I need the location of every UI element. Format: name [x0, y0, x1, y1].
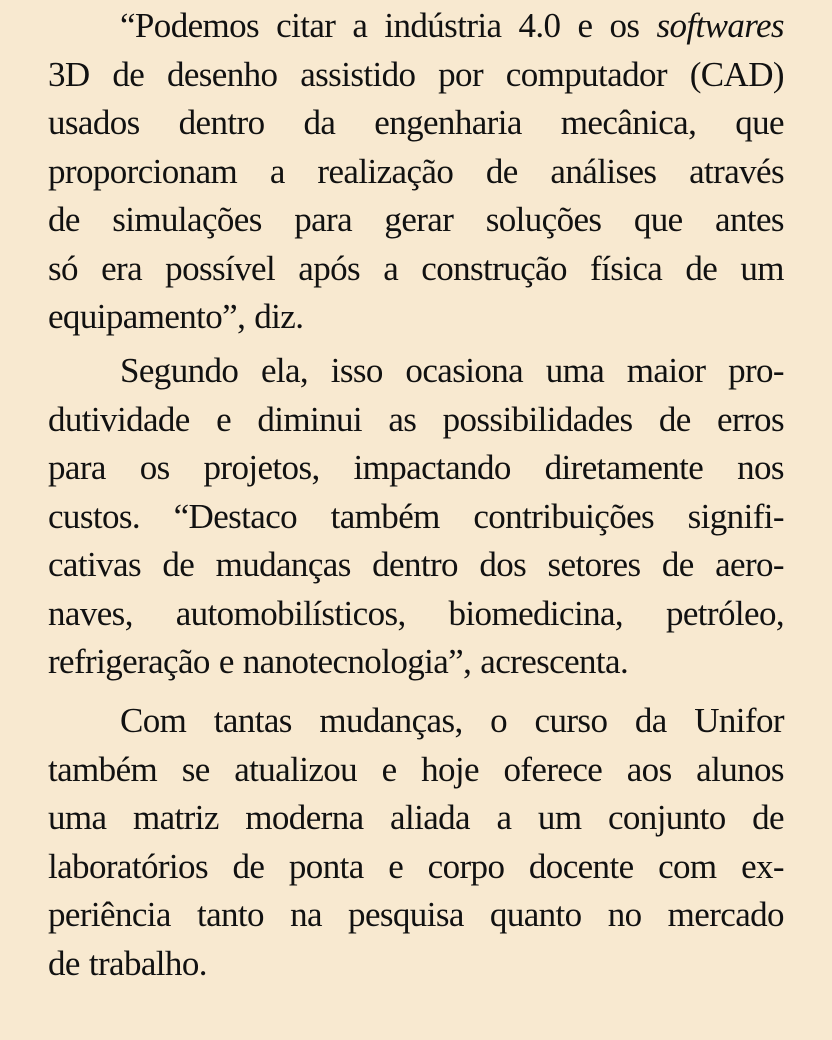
word: era — [101, 248, 143, 288]
word: aero- — [715, 545, 784, 584]
word: contribuições — [473, 496, 655, 536]
word: “Podemos — [120, 6, 260, 45]
word: através — [689, 151, 784, 191]
word: ex- — [741, 846, 784, 886]
word: maior — [626, 351, 706, 390]
text-line — [48, 196, 784, 245]
word: de — [485, 151, 518, 191]
word: só — [48, 248, 78, 288]
word: ponta — [288, 846, 364, 886]
word: petróleo, — [665, 593, 784, 633]
word: o — [490, 701, 508, 740]
word: e — [577, 6, 593, 45]
word: acrescenta. — [480, 642, 629, 681]
text-line — [48, 148, 784, 197]
text-line — [48, 493, 784, 542]
word: Com — [120, 701, 187, 740]
word: possível — [165, 248, 276, 288]
word: 4.0 — [518, 6, 561, 45]
word: aos — [626, 749, 672, 789]
text-line — [48, 746, 784, 795]
word: antes — [715, 200, 784, 239]
word: dos — [479, 545, 527, 584]
word: mudanças — [215, 545, 351, 584]
word: Segundo — [120, 351, 239, 390]
word: computador — [505, 54, 667, 94]
word: equipamento”, — [48, 297, 246, 336]
word: também — [330, 496, 440, 536]
word: oferece — [503, 749, 603, 789]
word: uma — [48, 798, 107, 837]
word: desenho — [166, 54, 278, 94]
word: 3D — [48, 54, 90, 94]
word: dentro — [178, 103, 265, 142]
word: erros — [717, 399, 784, 439]
word: indústria — [384, 6, 502, 45]
word: pro- — [728, 351, 784, 390]
word: de — [661, 545, 694, 584]
word: de — [232, 846, 265, 886]
word: de — [162, 545, 195, 584]
word: para — [48, 448, 106, 487]
word: assistido — [300, 54, 416, 94]
word: aliada — [390, 798, 470, 837]
word: os — [139, 448, 170, 487]
word: dutividade — [48, 399, 190, 439]
word: se — [181, 749, 210, 789]
word: que — [735, 103, 784, 142]
word: docente — [528, 846, 634, 886]
word: refrigeração — [48, 642, 210, 681]
word: construção — [421, 248, 567, 288]
word: tanto — [196, 895, 264, 934]
word: a — [383, 248, 399, 288]
word: da — [303, 103, 336, 142]
word: (CAD) — [689, 54, 784, 94]
word: a — [352, 6, 368, 45]
word: na — [290, 895, 322, 934]
word: engenharia — [374, 103, 522, 142]
text-line — [48, 347, 784, 396]
text-line — [48, 541, 784, 590]
word: cativas — [48, 545, 141, 584]
text-line — [48, 444, 784, 493]
word: após — [298, 248, 361, 288]
word: de — [752, 798, 784, 837]
word: gerar — [384, 200, 454, 239]
word: nanotecnologia”, — [242, 642, 472, 681]
word: de — [658, 399, 691, 439]
word: isso — [330, 351, 383, 390]
text-line — [48, 638, 784, 687]
word: signifi- — [687, 496, 784, 536]
word: hoje — [421, 749, 479, 789]
text-line — [48, 940, 784, 989]
word: diretamente — [544, 448, 704, 487]
word: que — [633, 200, 683, 239]
word: diz. — [254, 297, 304, 336]
word: dentro — [372, 545, 458, 584]
word: custos. — [48, 496, 141, 536]
word: Unifor — [694, 701, 784, 740]
word: análises — [550, 151, 657, 191]
word: setores — [547, 545, 641, 584]
text-line — [48, 245, 784, 294]
word: e — [218, 642, 234, 681]
word: mudanças, — [319, 701, 463, 740]
text-line — [48, 2, 784, 51]
text-line — [48, 396, 784, 445]
paragraph-3 — [48, 697, 784, 988]
word: realização — [317, 151, 454, 191]
word: a — [496, 798, 512, 837]
word: os — [609, 6, 640, 45]
word: impactando — [353, 448, 511, 487]
word: da — [634, 701, 667, 740]
word: tantas — [213, 701, 292, 740]
word: um — [740, 248, 784, 288]
word: alunos — [696, 749, 784, 789]
text-line — [48, 843, 784, 892]
word: softwares — [656, 6, 784, 45]
word: de — [685, 248, 718, 288]
word: trabalho. — [88, 943, 207, 983]
word: corpo — [427, 846, 505, 886]
word: citar — [276, 6, 336, 45]
word: quanto — [489, 895, 582, 934]
word: “Destaco — [173, 496, 298, 536]
word: e — [381, 749, 397, 789]
text-line — [48, 590, 784, 639]
word: mecânica, — [560, 103, 697, 142]
word: de — [48, 943, 80, 983]
paragraph-2 — [48, 347, 784, 687]
word: a — [269, 151, 285, 191]
word: um — [537, 798, 582, 837]
word: uma — [545, 351, 605, 390]
word: proporcionam — [48, 151, 238, 191]
word: possibilidades — [442, 399, 633, 439]
word: biomedicina, — [448, 593, 624, 633]
text-line — [48, 293, 784, 342]
word: ela, — [260, 351, 309, 390]
word: atualizou — [234, 749, 358, 789]
word: soluções — [485, 200, 602, 239]
text-line — [48, 891, 784, 940]
text-line — [48, 51, 784, 100]
word: por — [438, 54, 484, 94]
word: de — [112, 54, 145, 94]
word: usados — [48, 103, 140, 142]
paragraph-1 — [48, 2, 784, 342]
word: automobilísticos, — [175, 593, 406, 633]
word: naves, — [48, 593, 133, 633]
word: com — [658, 846, 717, 886]
word: curso — [534, 701, 608, 740]
word: laboratórios — [48, 846, 208, 886]
word: periência — [48, 895, 171, 934]
word: e — [216, 399, 231, 439]
word: as — [388, 399, 417, 439]
word: e — [388, 846, 404, 886]
text-line — [48, 99, 784, 148]
word: física — [590, 248, 663, 288]
word: mercado — [667, 895, 784, 934]
word: simulações — [112, 200, 262, 239]
word: diminui — [257, 399, 363, 439]
word: também — [48, 749, 158, 789]
word: ocasiona — [405, 351, 524, 390]
word: nos — [737, 448, 784, 487]
word: pesquisa — [348, 895, 464, 934]
text-line — [48, 794, 784, 843]
word: matriz — [132, 798, 219, 837]
text-line — [48, 697, 784, 746]
word: conjunto — [607, 798, 726, 837]
word: no — [607, 895, 642, 934]
word: projetos, — [203, 448, 320, 487]
word: para — [294, 200, 353, 239]
word: de — [48, 200, 80, 239]
word: moderna — [245, 798, 364, 837]
